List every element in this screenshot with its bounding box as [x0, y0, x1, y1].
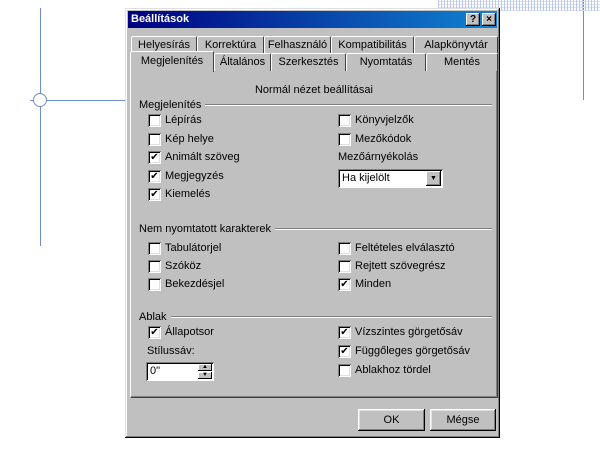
checkbox-box[interactable]	[148, 278, 161, 291]
group-nonprinting	[139, 222, 492, 235]
tab-user-info[interactable]: Felhasználó	[264, 36, 331, 53]
dialog-title: Beállítások	[131, 13, 190, 25]
checkbox-label: Minden	[355, 278, 392, 290]
checkbox-box[interactable]	[338, 133, 351, 146]
checkbox-label: Animált szöveg	[165, 151, 240, 163]
checkbox-label: Szóköz	[165, 260, 202, 272]
checkbox-wrap-to-window[interactable]	[338, 363, 431, 377]
checkbox-picture-placeholders[interactable]	[148, 132, 214, 146]
checkbox-horizontal-scrollbar[interactable]	[338, 325, 463, 339]
group-label: Ablak	[139, 310, 167, 323]
group-window	[139, 310, 492, 323]
tab-file-locations[interactable]: Alapkönyvtár	[414, 36, 498, 53]
checkbox-label: Lépírás	[165, 114, 202, 126]
checkbox-hidden-text[interactable]	[338, 259, 445, 273]
decor-line-vertical-right	[583, 0, 584, 100]
decor-line-vertical-left	[40, 8, 41, 246]
checkbox-optional-hyphens[interactable]	[338, 241, 455, 255]
group-label: Megjelenítés	[139, 98, 202, 111]
help-button[interactable]: ?	[466, 13, 480, 26]
checkbox-animated-text[interactable]	[148, 150, 240, 164]
checkbox-status-bar[interactable]	[148, 325, 214, 339]
checkbox-box[interactable]	[148, 242, 161, 255]
spin-up-icon[interactable]: ▲	[198, 364, 212, 371]
checkbox-box[interactable]	[338, 114, 351, 127]
checkbox-spaces[interactable]	[148, 259, 201, 273]
checkbox-label: Megjegyzés	[165, 170, 224, 182]
checkbox-highlight[interactable]	[148, 187, 210, 201]
tab-edit[interactable]: Szerkesztés	[271, 53, 346, 71]
decor-circle	[33, 93, 47, 107]
checkbox-label: Bekezdésjel	[165, 278, 225, 290]
group-divider	[205, 104, 492, 106]
tab-spelling[interactable]: Helyesírás	[131, 36, 197, 53]
group-label: Nem nyomtatott karakterek	[139, 222, 272, 235]
checkbox-label: Könyvjelzők	[355, 114, 414, 126]
checkbox-label: Állapotsor	[165, 326, 214, 338]
group-divider	[275, 228, 492, 230]
checkbox-box[interactable]: ✔	[338, 326, 351, 339]
checkbox-box[interactable]	[148, 133, 161, 146]
spin-down-icon[interactable]: ▼	[198, 372, 212, 379]
checkbox-box[interactable]	[338, 242, 351, 255]
checkbox-box[interactable]: ✔	[148, 170, 161, 183]
checkbox-box[interactable]: ✔	[338, 278, 351, 291]
checkbox-box[interactable]	[338, 364, 351, 377]
tab-print[interactable]: Nyomtatás	[346, 53, 426, 71]
checkbox-box[interactable]: ✔	[148, 188, 161, 201]
close-button[interactable]: ×	[482, 13, 496, 26]
checkbox-field-codes[interactable]	[338, 132, 411, 146]
checkbox-label: Vízszintes görgetősáv	[355, 326, 463, 338]
checkbox-box[interactable]: ✔	[148, 151, 161, 164]
checkbox-vertical-scrollbar[interactable]	[338, 344, 470, 358]
group-show	[139, 98, 492, 111]
checkbox-paragraph-marks[interactable]	[148, 277, 224, 291]
checkbox-box[interactable]	[338, 260, 351, 273]
field-shading-value: Ha kijelölt	[342, 172, 390, 184]
checkbox-label: Függőleges görgetősáv	[355, 345, 470, 357]
field-shading-label: Mezőárnyékolás	[338, 151, 419, 163]
checkbox-draft-font[interactable]	[148, 113, 202, 127]
tab-revisions[interactable]: Korrektúra	[197, 36, 264, 53]
checkbox-label: Ablakhoz tördel	[355, 364, 431, 376]
cancel-button[interactable]: Mégse	[430, 409, 496, 431]
checkbox-label: Feltételes elválasztó	[355, 242, 455, 254]
group-divider	[171, 316, 492, 318]
checkbox-box[interactable]: ✔	[148, 326, 161, 339]
checkbox-bookmarks[interactable]	[338, 113, 414, 127]
panel-title: Normál nézet beállításai	[254, 84, 373, 96]
style-area-label: Stílussáv:	[147, 345, 195, 357]
checkbox-tab-characters[interactable]	[148, 241, 221, 255]
tab-compatibility[interactable]: Kompatibilitás	[331, 36, 414, 53]
style-area-value: 0"	[150, 365, 161, 377]
chevron-down-icon[interactable]: ▼	[426, 171, 441, 186]
tab-save[interactable]: Mentés	[426, 53, 498, 71]
checkbox-label: Tabulátorjel	[165, 242, 222, 254]
checkbox-label: Mezőkódok	[355, 133, 412, 145]
tab-general[interactable]: Általános	[214, 53, 271, 71]
checkbox-box[interactable]	[148, 114, 161, 127]
checkbox-box[interactable]: ✔	[338, 345, 351, 358]
checkbox-all[interactable]	[338, 277, 391, 291]
checkbox-label: Rejtett szövegrész	[355, 260, 446, 272]
checkbox-label: Kiemelés	[165, 188, 211, 200]
checkbox-screentips[interactable]	[148, 169, 224, 183]
style-area-spinner[interactable]	[146, 362, 214, 381]
field-shading-select[interactable]	[338, 169, 443, 188]
ok-button[interactable]: OK	[358, 409, 425, 431]
checkbox-box[interactable]	[148, 260, 161, 273]
tab-view[interactable]: Megjelenítés	[130, 51, 214, 72]
checkbox-label: Kép helye	[165, 133, 214, 145]
